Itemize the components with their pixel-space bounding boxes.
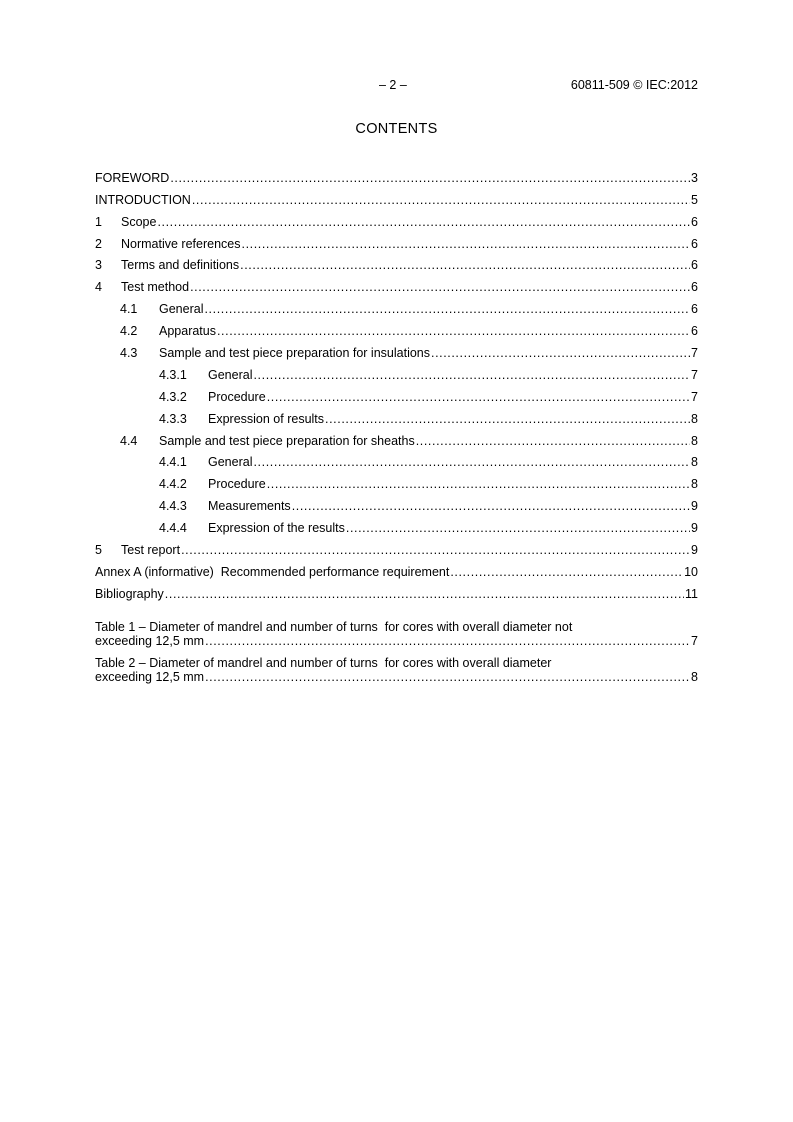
toc-page: 8 [691,411,698,426]
toc-label: Bibliography [95,586,164,601]
toc-entry-test-report[interactable] [95,535,698,557]
toc-number: 4.4.1 [159,455,187,470]
toc-leader [292,499,690,513]
toc-leader [253,368,690,382]
toc-page: 6 [691,236,698,251]
toc-number: 4 [95,280,102,295]
toc-leader [170,171,690,185]
toc-page: 6 [691,302,698,317]
toc-leader [165,587,684,601]
table-caption: Table 1 – Diameter of mandrel and number of turns for cores with overall diameter not [95,620,573,634]
toc-entry-terms-and-definitions[interactable] [95,251,698,273]
toc-label: Measurements [208,499,291,514]
toc-leader [325,412,690,426]
toc-label: Procedure [208,477,266,492]
toc-number: 4.4.2 [159,477,187,492]
toc-number: 5 [95,543,102,558]
toc-leader [181,543,690,557]
table-caption-end: exceeding 12,5 mm [95,670,205,684]
toc-number: 4.1 [120,302,138,317]
toc-number: 4.4.4 [159,521,187,536]
toc-entry-4-4-2-procedure[interactable] [95,469,698,491]
toc-label: General [159,302,204,317]
toc-entry-4-1-general[interactable] [95,294,698,316]
toc-entry-4-4-3-measurements[interactable] [95,491,698,513]
toc-page: 7 [691,346,698,361]
toc-number: 1 [95,214,102,229]
toc-number: 4.4 [120,433,138,448]
toc-leader [242,237,691,251]
table-entry-1[interactable] [95,620,698,648]
toc-label: Sample and test piece preparation for sheaths [159,433,415,448]
toc-label: Apparatus [159,324,216,339]
toc-leader [416,434,690,448]
table-caption-continuation [95,670,698,684]
toc-label: General [208,455,253,470]
toc-entry-4-2-apparatus[interactable] [95,316,698,338]
toc-leader [267,390,690,404]
table-of-contents [95,163,698,601]
toc-page: 8 [691,477,698,492]
toc-leader [157,215,690,229]
toc-leader [450,565,683,579]
toc-label: Test report [121,543,181,558]
toc-page: 7 [691,634,698,648]
toc-number: 2 [95,236,102,251]
toc-leader [204,302,690,316]
toc-number: 3 [95,258,102,273]
toc-label: INTRODUCTION [95,192,191,207]
toc-entry-foreword[interactable] [95,163,698,185]
toc-leader [217,324,690,338]
toc-entry-4-4-1-general[interactable] [95,448,698,470]
toc-number: 4.4.3 [159,499,187,514]
page-title: CONTENTS [355,121,438,137]
toc-page: 7 [691,389,698,404]
table-entry-2[interactable] [95,656,698,684]
toc-page: 6 [691,258,698,273]
toc-label: Normative references [121,236,241,251]
toc-entry-test-method[interactable] [95,272,698,294]
toc-page: 11 [685,586,698,601]
toc-page: 8 [691,455,698,470]
toc-page: 9 [691,521,698,536]
toc-page: 6 [691,214,698,229]
toc-label: Expression of the results [208,521,345,536]
list-of-tables [95,620,698,692]
toc-number: 4.3.3 [159,411,187,426]
toc-page: 8 [691,670,698,684]
toc-entry-normative-references[interactable] [95,229,698,251]
toc-number: 4.3 [120,346,138,361]
toc-leader [205,634,690,648]
toc-label: Annex A (informative) Recommended performance requirement [95,564,450,579]
table-caption-end: exceeding 12,5 mm [95,634,205,648]
toc-label: Procedure [208,389,266,404]
document-id: 60811-509 © IEC:2012 [570,78,698,92]
table-caption: Table 2 – Diameter of mandrel and number of turns for cores with overall diameter [95,656,552,670]
toc-page: 8 [691,433,698,448]
toc-number: 4.3.2 [159,389,187,404]
toc-entry-4-3-1-general[interactable] [95,360,698,382]
toc-entry-4-4-4-expression-of-the-results[interactable] [95,513,698,535]
toc-label: General [208,367,253,382]
toc-leader [431,346,690,360]
toc-page: 5 [691,192,698,207]
toc-page: 6 [691,280,698,295]
toc-label: Sample and test piece preparation for insulations [159,346,430,361]
toc-label: Expression of results [208,411,325,426]
toc-leader [346,521,690,535]
toc-leader [190,280,690,294]
table-caption-continuation [95,634,698,648]
toc-entry-introduction[interactable] [95,185,698,207]
toc-entry-bibliography[interactable] [95,579,698,601]
toc-page: 6 [691,324,698,339]
toc-page: 9 [691,543,698,558]
toc-label: Test method [121,280,190,295]
toc-page: 9 [691,499,698,514]
toc-page: 3 [691,170,698,185]
toc-entry-4-3-insulations[interactable] [95,338,698,360]
toc-label: FOREWORD [95,170,170,185]
toc-leader [267,477,690,491]
toc-page: 10 [684,564,698,579]
toc-leader [205,670,690,684]
toc-number: 4.2 [120,324,138,339]
toc-entry-4-3-3-expression-of-results[interactable] [95,404,698,426]
page-number: – 2 – [379,78,407,92]
toc-label: Scope [121,214,157,229]
toc-leader [253,455,690,469]
toc-entry-scope[interactable] [95,207,698,229]
toc-page: 7 [691,367,698,382]
toc-entry-annex-a[interactable] [95,557,698,579]
toc-entry-4-4-sheaths[interactable] [95,426,698,448]
toc-number: 4.3.1 [159,367,187,382]
toc-entry-4-3-2-procedure[interactable] [95,382,698,404]
toc-leader [240,258,690,272]
toc-leader [192,193,690,207]
toc-label: Terms and definitions [121,258,240,273]
